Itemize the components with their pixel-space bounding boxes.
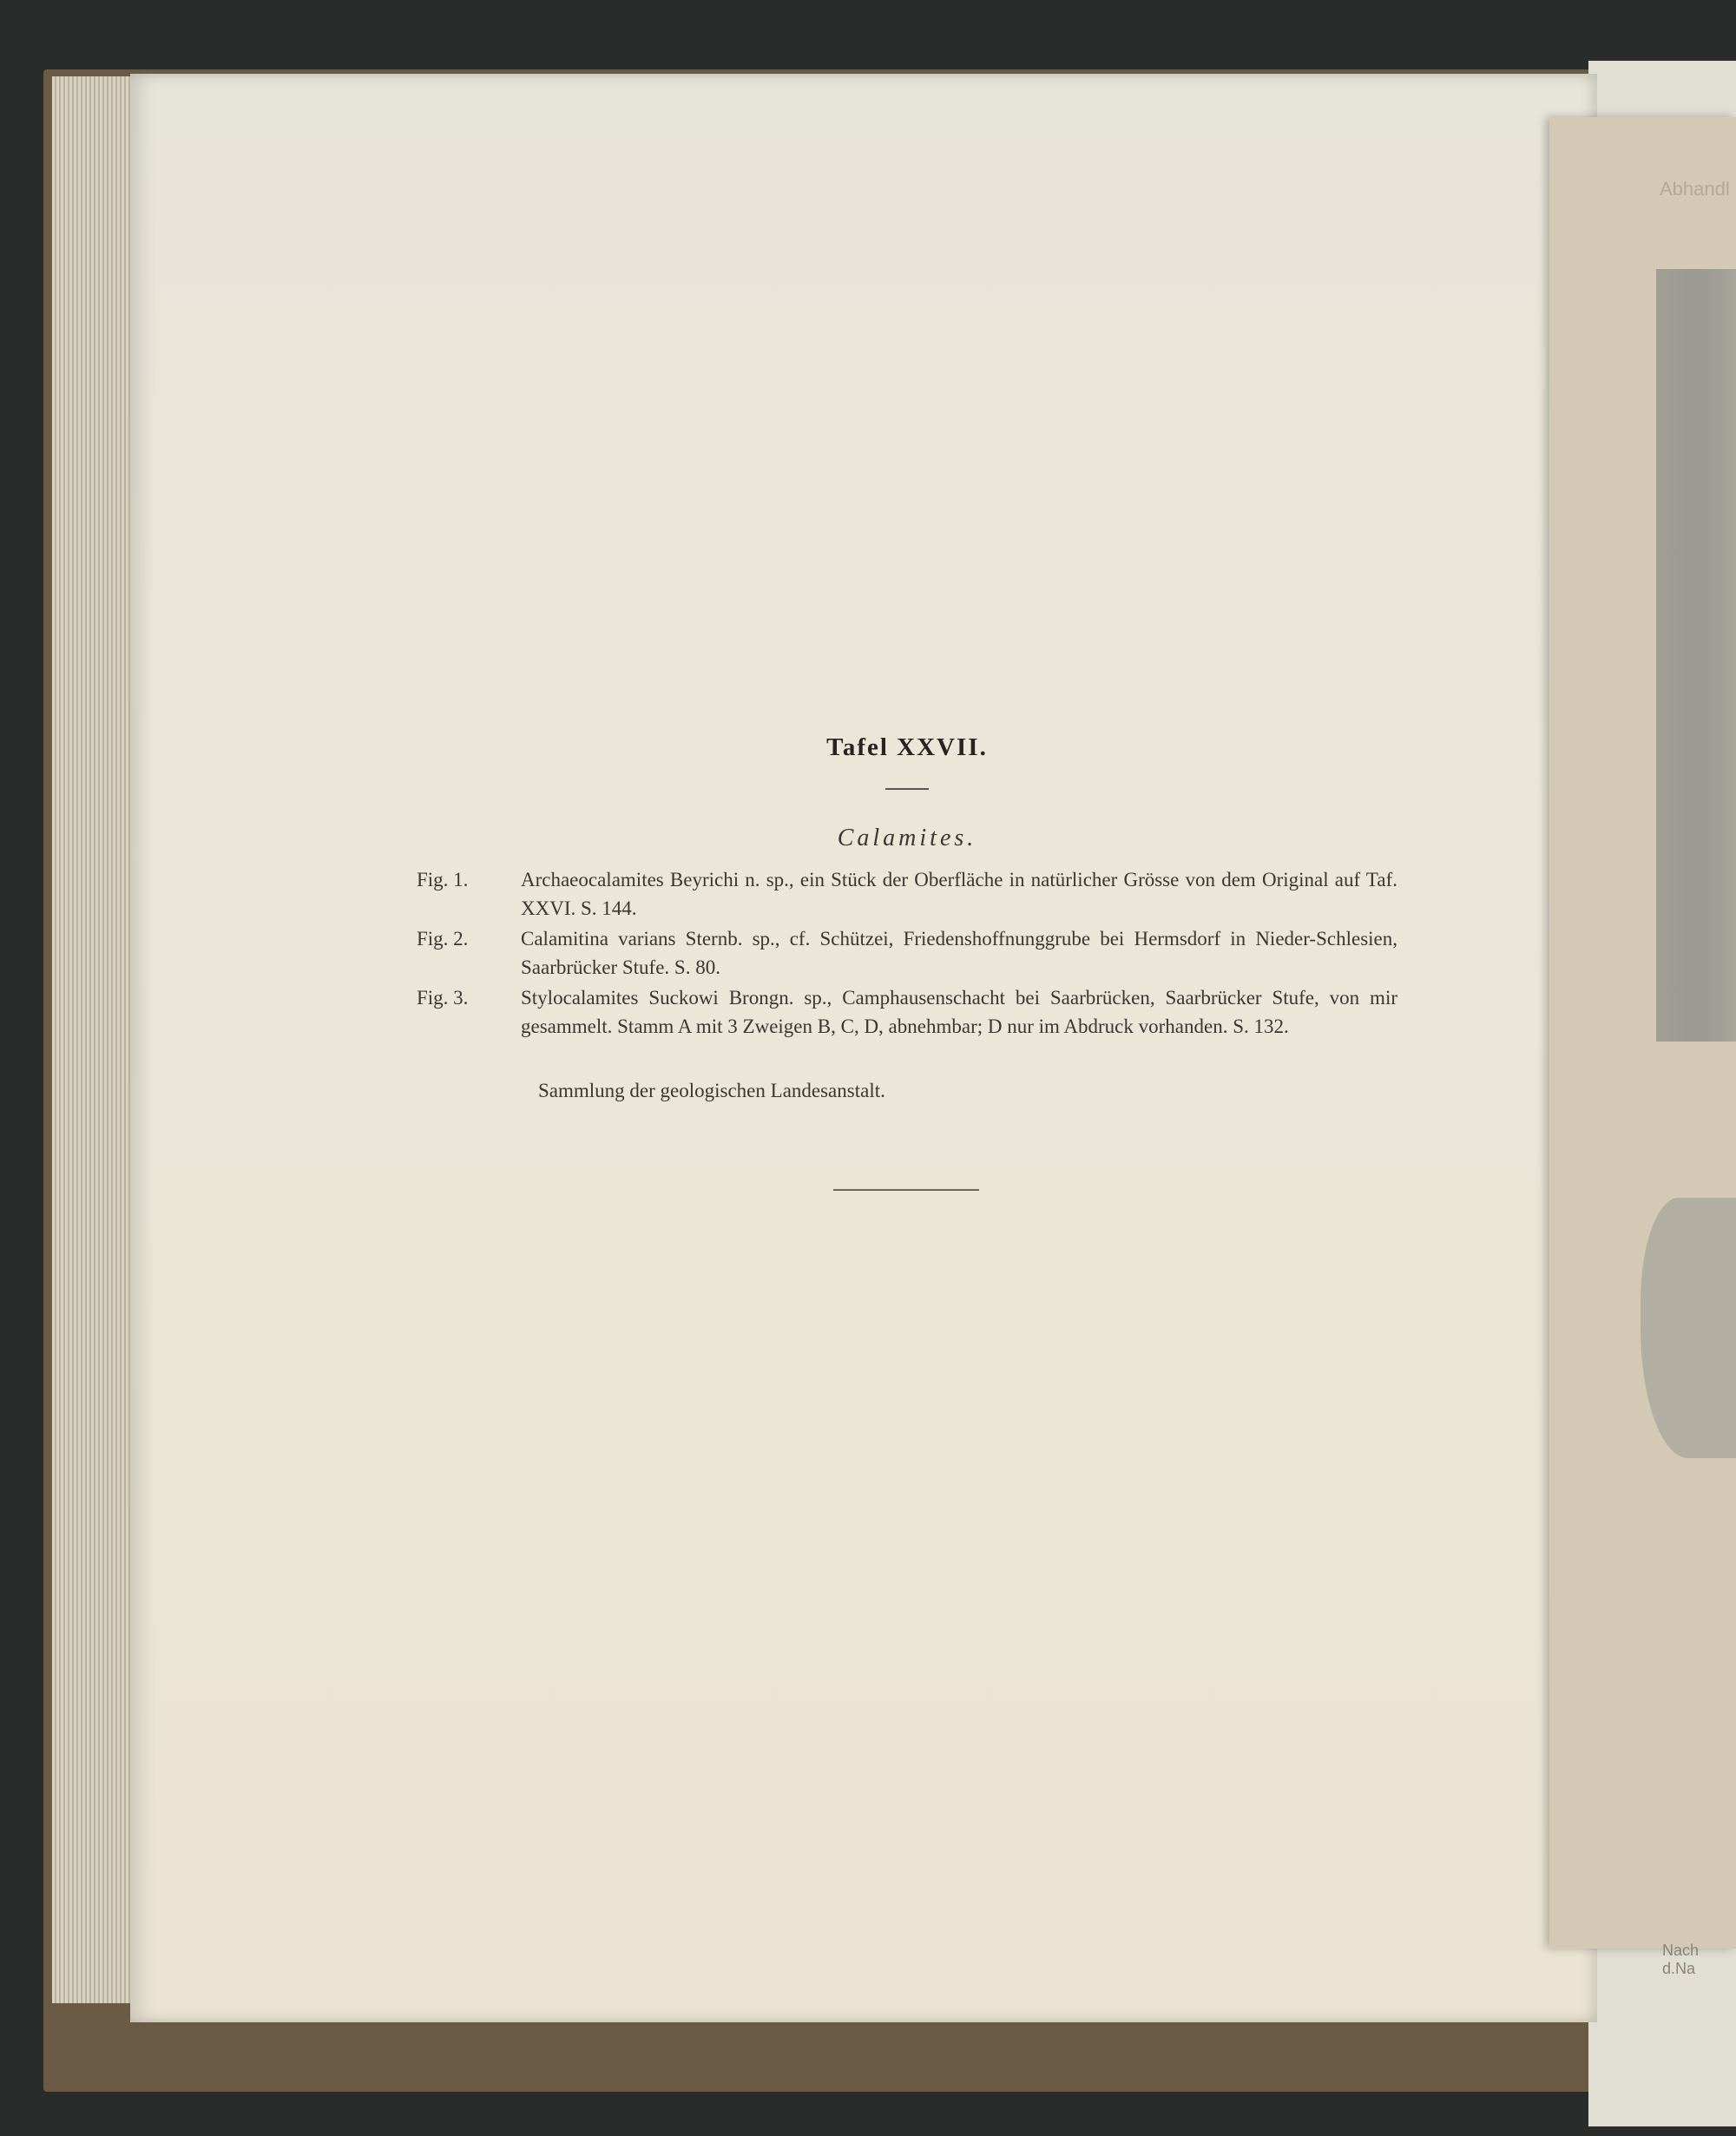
- plate-illustration-fragment: [1656, 269, 1736, 1042]
- figure-text: Stylocalamites Suckowi Brongn. sp., Camphausenschacht bei Saarbrücken, Saarbrücker Stufe, von mir gesammelt. Stamm A mit 3 Zweigen B, C, D, abnehmbar; D nur im Abdruck vorhanden. S. 132.: [521, 987, 1397, 1037]
- figure-text: Archaeocalamites Beyrichi n. sp., ein Stück der Oberfläche in natürlicher Grösse von dem Original auf Taf. XXVI. S. 144.: [521, 869, 1397, 919]
- plate-footer-text: Nach d.Na: [1662, 1942, 1700, 1977]
- figure-caption: [417, 983, 1397, 1041]
- collection-note: Sammlung der geologischen Landesanstalt.: [538, 1080, 885, 1101]
- figure-text: Calamitina varians Sternb. sp., cf. Schützei, Friedenshoffnunggrube bei Hermsdorf in Nieder-Schlesien, Saarbrücker Stufe. S. 80.: [521, 928, 1397, 978]
- figure-caption-list: [417, 865, 1397, 1041]
- figure-caption: [417, 865, 1397, 923]
- plate-header-text: Abhandl: [1660, 178, 1730, 200]
- end-divider: [833, 1189, 979, 1191]
- book-page: [130, 74, 1597, 2022]
- figure-label: Fig. 2.: [417, 928, 469, 950]
- figure-label: Fig. 1.: [417, 869, 469, 891]
- section-subtitle: Calamites.: [837, 825, 977, 851]
- figure-label: Fig. 3.: [417, 987, 469, 1009]
- page-title: Tafel XXVII.: [826, 733, 988, 761]
- plate-illustration-fragment-lower: [1641, 1198, 1736, 1458]
- title-divider: [885, 788, 929, 790]
- figure-caption: [417, 924, 1397, 982]
